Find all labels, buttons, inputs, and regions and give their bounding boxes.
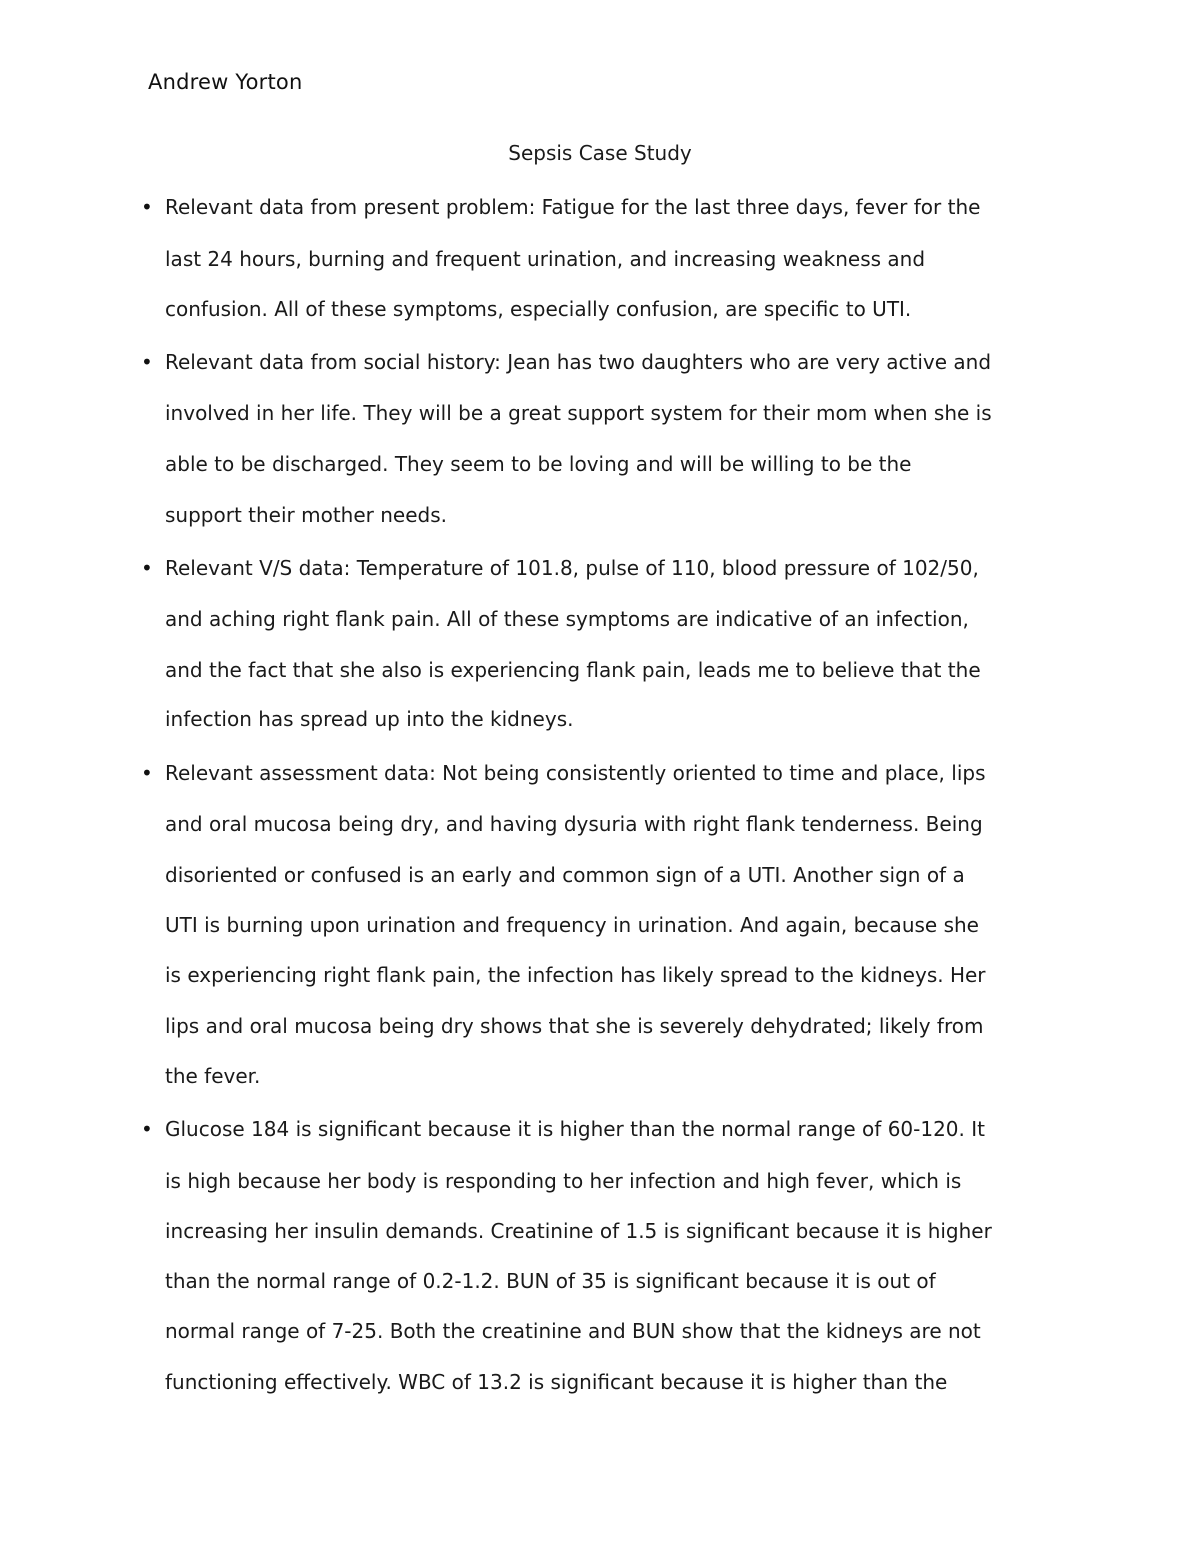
- bullet-icon: •: [141, 195, 153, 219]
- paragraph-line: Relevant data from present problem: Fatigue for the last three days, fever for the: [165, 195, 981, 219]
- paragraph-line: involved in her life. They will be a great support system for their mom when she is: [165, 401, 992, 425]
- paragraph-line: functioning effectively. WBC of 13.2 is significant because it is higher than the: [165, 1370, 948, 1394]
- document-title: Sepsis Case Study: [508, 141, 692, 165]
- paragraph-line: Glucose 184 is significant because it is higher than the normal range of 60-120. It: [165, 1117, 985, 1141]
- paragraph-line: confusion. All of these symptoms, especially confusion, are specific to UTI.: [165, 297, 912, 321]
- paragraph-line: normal range of 7-25. Both the creatinine and BUN show that the kidneys are not: [165, 1319, 981, 1343]
- paragraph-line: Relevant data from social history: Jean has two daughters who are very active and: [165, 350, 992, 374]
- bullet-icon: •: [141, 350, 153, 374]
- paragraph-line: infection has spread up into the kidneys.: [165, 707, 574, 731]
- paragraph-line: and the fact that she also is experiencing flank pain, leads me to believe that the: [165, 658, 981, 682]
- paragraph-line: UTI is burning upon urination and frequency in urination. And again, because she: [165, 913, 979, 937]
- paragraph-line: Relevant assessment data: Not being consistently oriented to time and place, lips: [165, 761, 986, 785]
- paragraph-line: support their mother needs.: [165, 503, 447, 527]
- paragraph-line: than the normal range of 0.2-1.2. BUN of 35 is significant because it is out of: [165, 1269, 936, 1293]
- paragraph-line: is experiencing right flank pain, the infection has likely spread to the kidneys. Her: [165, 963, 986, 987]
- author-name: Andrew Yorton: [148, 70, 303, 94]
- paragraph-line: lips and oral mucosa being dry shows that she is severely dehydrated; likely from: [165, 1014, 984, 1038]
- paragraph-line: last 24 hours, burning and frequent urination, and increasing weakness and: [165, 247, 926, 271]
- paragraph-line: and oral mucosa being dry, and having dysuria with right flank tenderness. Being: [165, 812, 983, 836]
- bullet-icon: •: [141, 761, 153, 785]
- paragraph-line: is high because her body is responding to her infection and high fever, which is: [165, 1169, 962, 1193]
- paragraph-line: increasing her insulin demands. Creatinine of 1.5 is significant because it is higher: [165, 1219, 992, 1243]
- paragraph-line: and aching right flank pain. All of these symptoms are indicative of an infection,: [165, 607, 969, 631]
- paragraph-line: disoriented or confused is an early and common sign of a UTI. Another sign of a: [165, 863, 965, 887]
- bullet-icon: •: [141, 1117, 153, 1141]
- paragraph-line: able to be discharged. They seem to be loving and will be willing to be the: [165, 452, 912, 476]
- bullet-icon: •: [141, 556, 153, 580]
- paragraph-line: the fever.: [165, 1064, 261, 1088]
- paragraph-line: Relevant V/S data: Temperature of 101.8, pulse of 110, blood pressure of 102/50,: [165, 556, 979, 580]
